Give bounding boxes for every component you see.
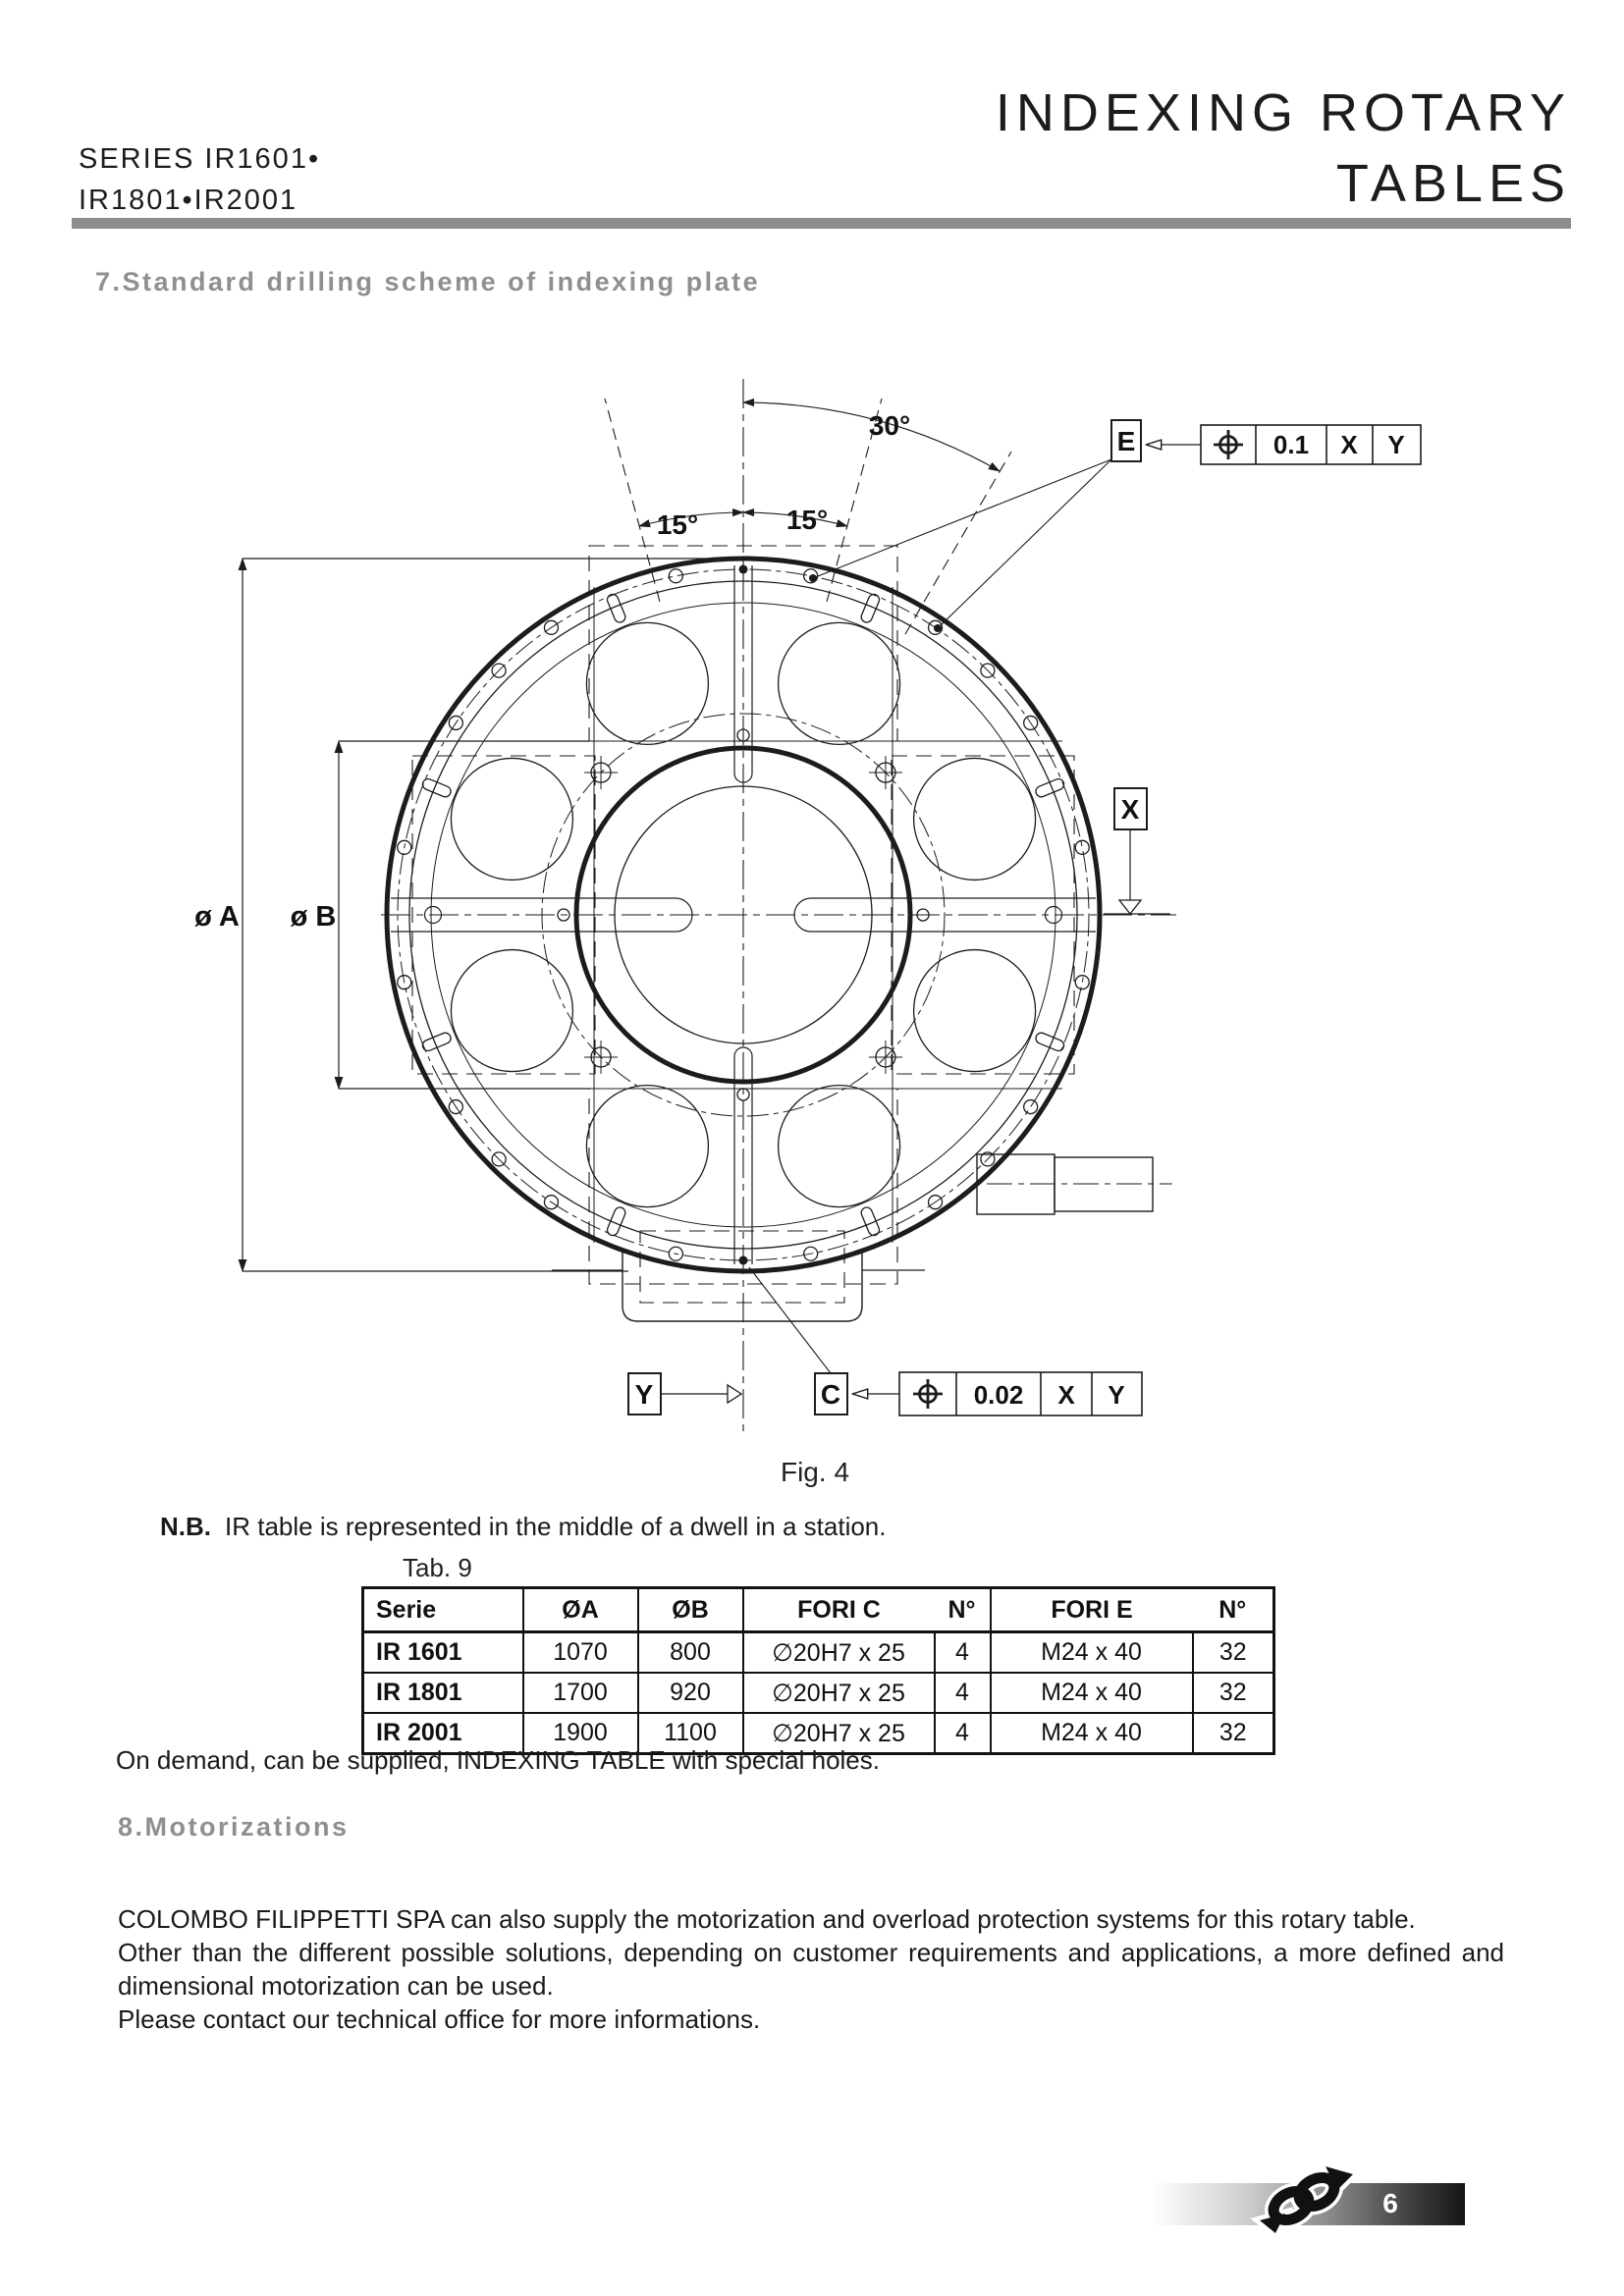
table-row	[363, 1632, 1274, 1674]
series-line-1: SERIES IR1601•	[79, 143, 321, 175]
dim-label-dia-a: ø A	[194, 901, 240, 933]
col-header-serie: Serie	[363, 1588, 523, 1632]
section-7-heading: 7.Standard drilling scheme of indexing plate	[95, 267, 761, 296]
note-label: N.B.	[160, 1512, 211, 1541]
figure-note	[160, 1512, 887, 1542]
note-text: IR table is represented in the middle of a dwell in a station.	[225, 1512, 887, 1541]
datum-label-c: C	[820, 1379, 841, 1410]
cell-serie: IR 1801	[363, 1673, 523, 1713]
cell-fori-e: M24 x 40	[991, 1632, 1193, 1674]
cell-n-e: 32	[1193, 1713, 1274, 1754]
fcf-top-tolerance: 0.1	[1272, 430, 1310, 459]
position-tolerance-icon	[913, 1379, 943, 1409]
colombo-filippetti-logo	[1247, 2160, 1365, 2240]
paragraph: Other than the different possible solutions, depending on customer requirements and applications, a more defined and dimensional motorization can be used.	[118, 1938, 1504, 2001]
table-header-row	[363, 1588, 1274, 1632]
datum-label-e: E	[1116, 426, 1136, 456]
cell-dia-a: 1900	[523, 1713, 638, 1754]
cell-dia-a: 1070	[523, 1632, 638, 1674]
fcf-top-ref2: Y	[1387, 430, 1405, 459]
cell-fori-e: M24 x 40	[991, 1673, 1193, 1713]
angle-label-30: 30°	[868, 410, 911, 441]
figure-caption: Fig. 4	[780, 1457, 850, 1487]
datum-label-y: Y	[634, 1379, 654, 1410]
fcf-bottom-ref2: Y	[1108, 1380, 1125, 1410]
bottom-bracket	[552, 1249, 925, 1321]
col-header-fori-e: FORI E	[991, 1588, 1193, 1632]
col-header-dia-b: ØB	[638, 1588, 743, 1632]
cell-serie: IR 1601	[363, 1632, 523, 1674]
datum-c-callout	[749, 1267, 1142, 1415]
section-8-heading: 8.Motorizations	[118, 1812, 350, 1842]
header-rule	[72, 218, 1571, 229]
cell-n-e: 32	[1193, 1632, 1274, 1674]
cell-fori-c: ∅20H7 x 25	[743, 1713, 935, 1754]
fcf-bottom-tolerance: 0.02	[973, 1380, 1024, 1410]
dim-label-dia-b: ø B	[290, 901, 337, 933]
motorizations-text	[118, 1902, 1504, 2036]
cell-dia-b: 800	[638, 1632, 743, 1674]
cell-n-e: 32	[1193, 1673, 1274, 1713]
cell-fori-c: ∅20H7 x 25	[743, 1632, 935, 1674]
page-title-line-2: TABLES	[1335, 154, 1571, 213]
datum-e-callout	[809, 420, 1421, 632]
col-header-dia-a: ØA	[523, 1588, 638, 1632]
page-number: 6	[1382, 2188, 1398, 2218]
angle-label-15-right: 15°	[785, 505, 829, 535]
datum-label-x: X	[1120, 794, 1140, 825]
position-tolerance-icon	[1214, 430, 1243, 459]
col-header-n-c: N°	[935, 1588, 991, 1632]
cell-n-c: 4	[935, 1673, 991, 1713]
fcf-bottom-ref1: X	[1057, 1380, 1075, 1410]
paragraph: COLOMBO FILIPPETTI SPA can also supply the motorization and overload protection systems for this rotary table.	[118, 1904, 1416, 1934]
dimensions-table	[361, 1586, 1275, 1755]
cell-n-c: 4	[935, 1632, 991, 1674]
indexing-plate-drawing	[137, 361, 1483, 1466]
paragraph: Please contact our technical office for more informations.	[118, 2004, 761, 2034]
cell-dia-b: 920	[638, 1673, 743, 1713]
col-header-fori-c: FORI C	[743, 1588, 935, 1632]
cell-fori-c: ∅20H7 x 25	[743, 1673, 935, 1713]
angle-label-15-left: 15°	[656, 509, 699, 540]
cell-serie: IR 2001	[363, 1713, 523, 1754]
page-title-line-1: INDEXING ROTARY	[995, 83, 1571, 142]
series-line-2: IR1801•IR2001	[79, 185, 298, 216]
fcf-top-ref1: X	[1340, 430, 1358, 459]
cell-dia-a: 1700	[523, 1673, 638, 1713]
on-demand-note: On demand, can be supplied, INDEXING TABLE with special holes.	[116, 1745, 880, 1775]
table-label: Tab. 9	[403, 1553, 472, 1582]
col-header-n-e: N°	[1193, 1588, 1274, 1632]
cell-n-c: 4	[935, 1713, 991, 1754]
cell-dia-b: 1100	[638, 1713, 743, 1754]
cell-fori-e: M24 x 40	[991, 1713, 1193, 1754]
drive-shaft	[977, 1154, 1172, 1214]
table-row	[363, 1673, 1274, 1713]
